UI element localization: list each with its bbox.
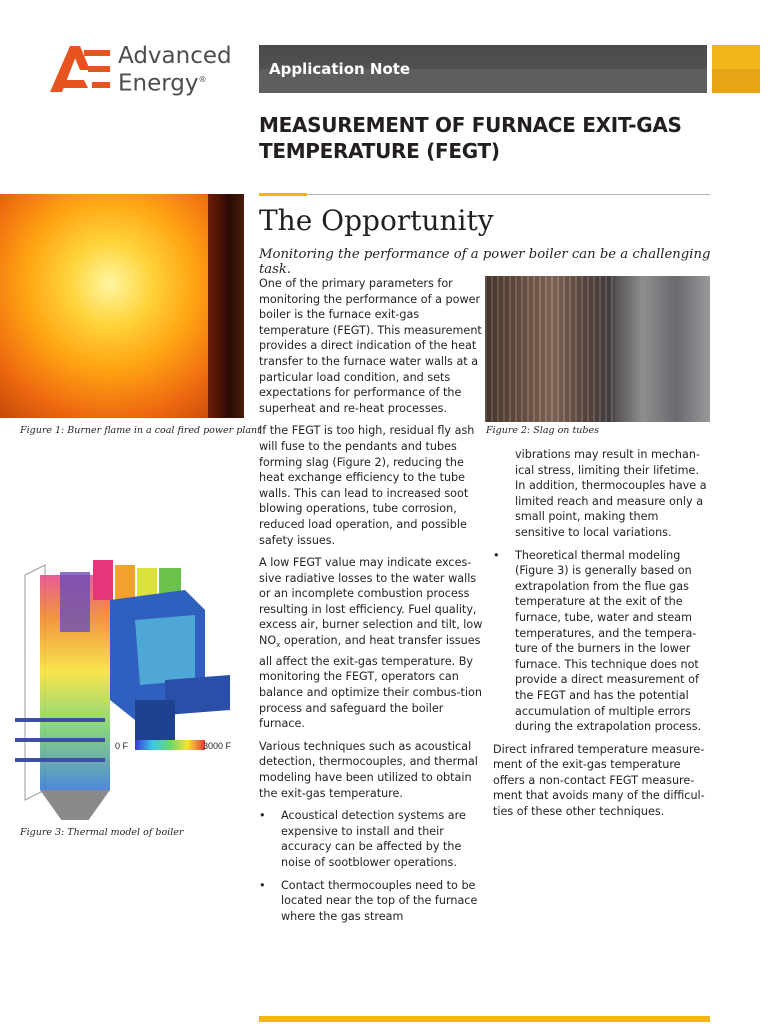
section-rule-accent xyxy=(259,193,307,196)
paragraph-3: A low FEGT value may indicate exces-sive radiative losses to the water walls or an incomplete combustion process resulting in lost efficiency. Fuel quality, excess air, burner selection and tilt, low $NO_x$ operation, and heat transfer issues all affect the exit-gas temperature. By monitoring the FEGT, operators can balance and optimize their combus-tion process and safeguard the boiler furnace. xyxy=(259,556,483,731)
section-heading: The Opportunity xyxy=(259,204,494,237)
footer-rule xyxy=(259,1016,710,1022)
figure-3-caption: Figure 3: Thermal model of boiler xyxy=(20,827,184,838)
page-title xyxy=(259,112,719,164)
list-item xyxy=(493,548,711,735)
list-item xyxy=(259,878,483,925)
brand-line-1: Advanced xyxy=(118,43,232,69)
paragraph-4: Various techniques such as acoustical detection, thermocouples, and thermal modeling have been utilized to obtain the exit-gas temperature. xyxy=(259,739,478,800)
section-subheading: Monitoring the performance of a power boiler can be a challenging task. xyxy=(259,247,711,277)
bullet-continuation: vibrations may result in mechan-ical stress, limiting their lifetime. In addition, thermocouples have a limited reach and measure only a small point, making them sensitive to local variations. xyxy=(515,448,707,539)
bullet-icon: • xyxy=(493,548,500,562)
header-gold-block-lower xyxy=(712,69,760,93)
figure-3-scale-low: 0 F xyxy=(115,741,129,751)
paragraph-final: Direct infrared temperature measure-ment of the exit-gas temperature offers a non-contact FEGT measure-ment that avoids many of the difficul-ties of these other techniques. xyxy=(493,742,705,819)
list-item xyxy=(259,808,483,870)
paragraph-2: If the FEGT is too high, residual fly ash will fuse to the pendants and tubes forming slag (Figure 2), reducing the heat exchange efficiency to the tube walls. This can lead to increased soot blowing operations, tube corrosion, reduced load operation, and possible safety issues. xyxy=(259,424,475,547)
section-rule xyxy=(307,194,710,195)
body-column-2 xyxy=(493,447,711,827)
document-type-label: Application Note xyxy=(269,60,411,78)
figure-2-tube-texture xyxy=(485,276,615,422)
figure-3-scale-high: 3000 F xyxy=(203,741,232,751)
figure-3-thermal-model-image xyxy=(15,560,245,820)
bullet-icon: • xyxy=(259,809,266,823)
brand-wordmark xyxy=(118,44,232,96)
title-line-2: TEMPERATURE (FEGT) xyxy=(259,139,500,163)
brand-line-2: Energy® xyxy=(118,70,207,97)
figure-1-furnace-wall xyxy=(208,194,244,418)
advanced-energy-logo-icon xyxy=(50,46,112,92)
bullet-text: Acoustical detection systems are expensive to install and their accuracy can be affected by the noise of sootblower operations. xyxy=(281,809,466,870)
figure-1-caption: Figure 1: Burner flame in a coal fired power plant xyxy=(20,425,261,436)
bullet-text: Contact thermocouples need to be located near the top of the furnace where the gas stream xyxy=(281,878,478,923)
figure-2-caption: Figure 2: Slag on tubes xyxy=(486,425,599,436)
bullet-icon: • xyxy=(259,878,266,892)
body-column-1 xyxy=(259,276,483,931)
paragraph-1: One of the primary parameters for monitoring the performance of a power boiler is the furnace exit-gas temperature (FEGT). This measurement provides a direct indication of the heat transfer to the furnace water walls at a particular load condition, and sets expectations for performance of the superheat and re-heat processes. xyxy=(259,277,482,415)
title-line-1: MEASUREMENT OF FURNACE EXIT-GAS xyxy=(259,113,682,137)
bullet-text: Theoretical thermal modeling (Figure 3) is generally based on extrapolation from the flue gas temperature at the exit of the furnace, tube, water and steam temperatures, and the tempera-ture of the burners in the lower furnace. This technique does not provide a direct measurement of the FEGT and has the potential accumulation of multiple errors during the extrapolation process. xyxy=(515,548,702,734)
